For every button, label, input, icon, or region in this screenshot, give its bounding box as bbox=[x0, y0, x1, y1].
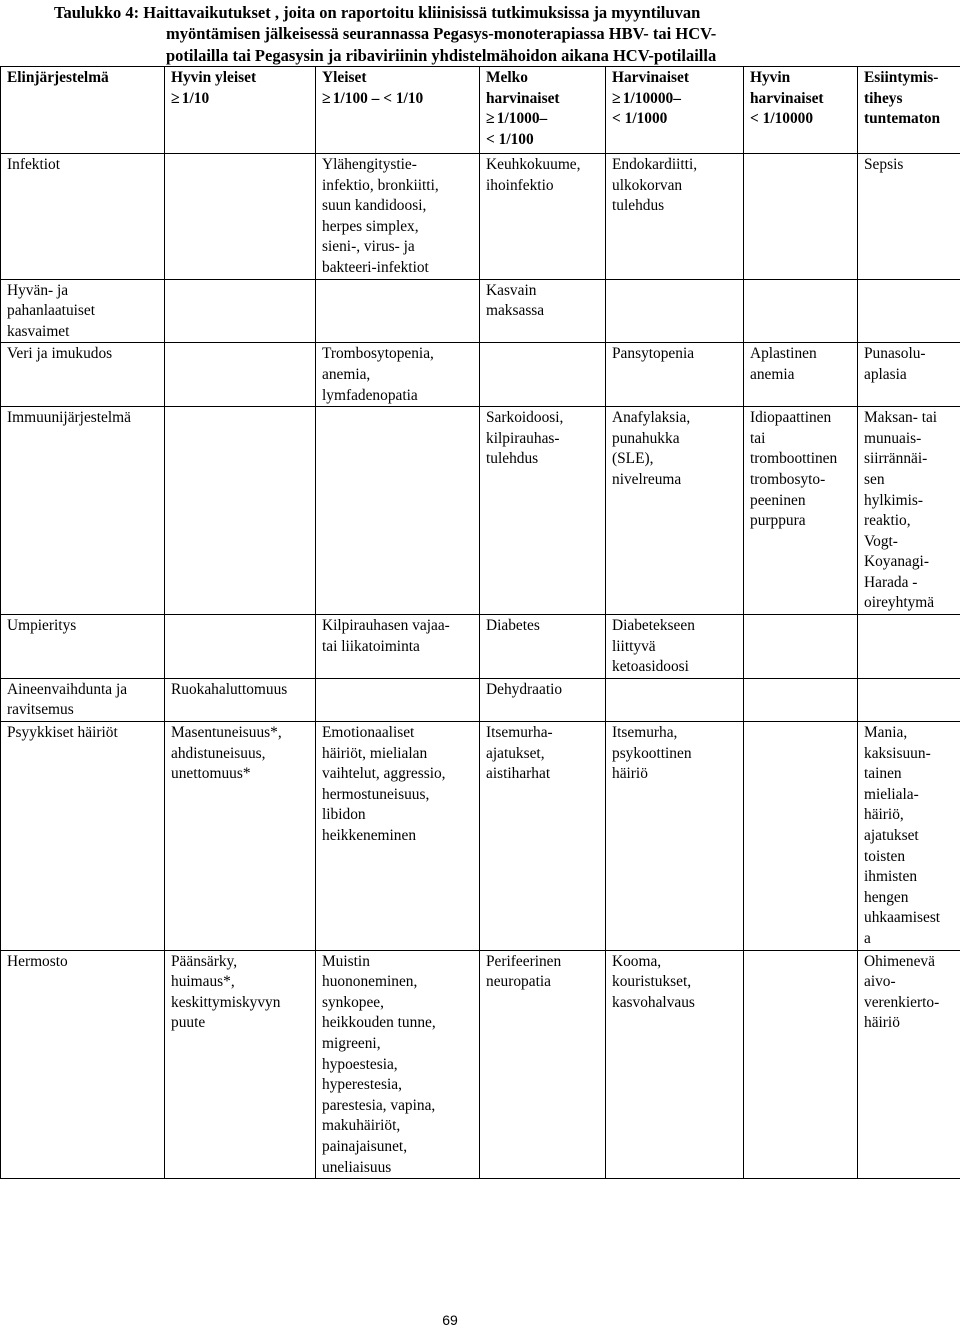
very-common-cell: Päänsärky, huimaus*, keskittymiskyvyn puute bbox=[165, 950, 316, 1179]
header-uncommon: Melko harvinaiset ≥ 1/1000– < 1/100 bbox=[480, 67, 606, 154]
header-very-common: Hyvin yleiset ≥ 1/10 bbox=[165, 67, 316, 154]
very-rare-cell bbox=[744, 615, 858, 679]
table-row bbox=[1, 154, 960, 280]
organ-cell: Umpieritys bbox=[1, 615, 165, 679]
common-cell: Ylähengitystie- infektio, bronkiitti, suun kandidoosi, herpes simplex, sieni-, virus- ja bakteeri-infektiot bbox=[316, 154, 480, 280]
very-rare-cell: Idiopaattinen tai tromboottinen trombosyto- peeninen purppura bbox=[744, 407, 858, 615]
unknown-cell bbox=[858, 678, 960, 721]
organ-cell: Psyykkiset häiriöt bbox=[1, 722, 165, 951]
uncommon-cell: Perifeerinen neuropatia bbox=[480, 950, 606, 1179]
rare-cell: Pansytopenia bbox=[606, 343, 744, 407]
unknown-cell: Mania, kaksisuun- tainen mieliala- häiriö, ajatukset toisten ihmisten hengen uhkaamisest a bbox=[858, 722, 960, 951]
organ-cell: Hyvän- ja pahanlaatuiset kasvaimet bbox=[1, 279, 165, 343]
rare-cell: Diabetekseen liittyvä ketoasidoosi bbox=[606, 615, 744, 679]
unknown-cell: Sepsis bbox=[858, 154, 960, 280]
very-common-cell bbox=[165, 407, 316, 615]
unknown-cell: Maksan- tai munuais- siirrännäi- sen hylkimis- reaktio, Vogt- Koyanagi- Harada - oireyhtymä bbox=[858, 407, 960, 615]
unknown-cell: Punasolu- aplasia bbox=[858, 343, 960, 407]
table-row bbox=[1, 615, 960, 679]
very-rare-cell bbox=[744, 279, 858, 343]
uncommon-cell: Dehydraatio bbox=[480, 678, 606, 721]
very-common-cell: Masentuneisuus*, ahdistuneisuus, unettomuus* bbox=[165, 722, 316, 951]
rare-cell bbox=[606, 678, 744, 721]
table-row bbox=[1, 279, 960, 343]
common-cell: Trombosytopenia, anemia, lymfadenopatia bbox=[316, 343, 480, 407]
very-common-cell bbox=[165, 343, 316, 407]
unknown-cell bbox=[858, 279, 960, 343]
rare-cell: Kooma, kouristukset, kasvohalvaus bbox=[606, 950, 744, 1179]
uncommon-cell bbox=[480, 343, 606, 407]
very-common-cell bbox=[165, 279, 316, 343]
table-row bbox=[1, 722, 960, 951]
common-cell: Emotionaaliset häiriöt, mielialan vaihtelut, aggressio, hermostuneisuus, libidon heikkeneminen bbox=[316, 722, 480, 951]
organ-cell: Infektiot bbox=[1, 154, 165, 280]
organ-cell: Immuunijärjestelmä bbox=[1, 407, 165, 615]
very-common-cell bbox=[165, 154, 316, 280]
rare-cell: Endokardiitti, ulkokorvan tulehdus bbox=[606, 154, 744, 280]
rare-cell bbox=[606, 279, 744, 343]
uncommon-cell: Sarkoidoosi, kilpirauhas- tulehdus bbox=[480, 407, 606, 615]
caption-line-2: myöntämisen jälkeisessä seurannassa Pegasys-monoterapiassa HBV- tai HCV- bbox=[166, 24, 717, 43]
common-cell bbox=[316, 407, 480, 615]
header-frequency-unknown: Esiintymis- tiheys tuntematon bbox=[858, 67, 960, 154]
organ-cell: Hermosto bbox=[1, 950, 165, 1179]
header-row bbox=[1, 67, 960, 154]
very-rare-cell bbox=[744, 950, 858, 1179]
very-common-cell bbox=[165, 615, 316, 679]
uncommon-cell: Kasvain maksassa bbox=[480, 279, 606, 343]
common-cell: Muistin huononeminen, synkopee, heikkouden tunne, migreeni, hypoestesia, hyperestesia, parestesia, vapina, makuhäiriöt, painajaisunet, uneliaisuus bbox=[316, 950, 480, 1179]
caption-line-3: potilailla tai Pegasysin ja ribaviriinin yhdistelmähoidon aikana HCV-potilailla bbox=[166, 46, 717, 65]
caption-line-1: Taulukko 4: Haittavaikutukset , joita on raportoitu kliinisissä tutkimuksissa ja myyntiluvan bbox=[54, 3, 701, 22]
header-very-rare: Hyvin harvinaiset < 1/10000 bbox=[744, 67, 858, 154]
very-rare-cell: Aplastinen anemia bbox=[744, 343, 858, 407]
header-common: Yleiset ≥ 1/100 – < 1/10 bbox=[316, 67, 480, 154]
common-cell bbox=[316, 279, 480, 343]
rare-cell: Anafylaksia, punahukka (SLE), nivelreuma bbox=[606, 407, 744, 615]
very-common-cell: Ruokahaluttomuus bbox=[165, 678, 316, 721]
very-rare-cell bbox=[744, 678, 858, 721]
uncommon-cell: Keuhkokuume, ihoinfektio bbox=[480, 154, 606, 280]
organ-cell: Veri ja imukudos bbox=[1, 343, 165, 407]
unknown-cell: Ohimenevä aivo- verenkierto- häiriö bbox=[858, 950, 960, 1179]
header-organ-class: Elinjärjestelmä bbox=[1, 67, 165, 154]
organ-cell: Aineenvaihdunta ja ravitsemus bbox=[1, 678, 165, 721]
adverse-effects-table bbox=[0, 66, 960, 1179]
table-row bbox=[1, 343, 960, 407]
uncommon-cell: Itsemurha- ajatukset, aistiharhat bbox=[480, 722, 606, 951]
table-row bbox=[1, 678, 960, 721]
very-rare-cell bbox=[744, 154, 858, 280]
very-rare-cell bbox=[744, 722, 858, 951]
common-cell: Kilpirauhasen vajaa- tai liikatoiminta bbox=[316, 615, 480, 679]
uncommon-cell: Diabetes bbox=[480, 615, 606, 679]
table-row bbox=[1, 407, 960, 615]
common-cell bbox=[316, 678, 480, 721]
table-row bbox=[1, 950, 960, 1179]
page-number: 69 bbox=[442, 1312, 458, 1328]
unknown-cell bbox=[858, 615, 960, 679]
header-rare: Harvinaiset ≥ 1/10000– < 1/1000 bbox=[606, 67, 744, 154]
rare-cell: Itsemurha, psykoottinen häiriö bbox=[606, 722, 744, 951]
